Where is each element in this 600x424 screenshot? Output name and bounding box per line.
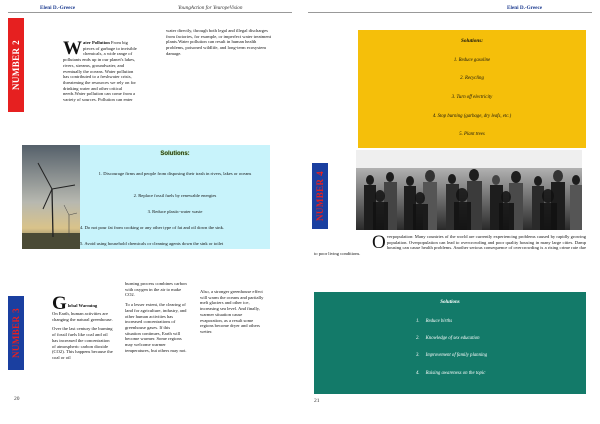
energy-solution-4: 4. Stop burning (garbage, dry leafs, etc.) xyxy=(432,114,512,119)
energy-solution-1: 1. Reduce gasoline xyxy=(453,58,491,63)
overpopulation-text xyxy=(314,234,586,257)
water-solutions-title: Solutions: xyxy=(160,151,190,157)
energy-solution-2: 2. Recycling xyxy=(460,76,484,81)
right-header-author: Eleni D.-Greece xyxy=(507,5,543,11)
population-solutions-title: Solutions xyxy=(440,300,460,305)
energy-solution-5: 5. Plant trees xyxy=(459,132,485,137)
global-warming-col1 xyxy=(52,295,114,361)
water-solution-5: 5. Avoid using household chemicals or cleaning agents down the sink or toilet xyxy=(80,241,224,246)
population-solution-4: 4. Raising awareness on the topic xyxy=(416,371,486,376)
number-3-label: NUMBER 3 xyxy=(8,296,24,370)
global-warming-col3: Also, a stronger greenhouse effect will warm the oceans and partially melt glaciers and other ice, increasing sea level. And finally, warmer situation cause evaporation, as a result some regions become dryer and others wetter. xyxy=(200,289,264,334)
energy-solution-3: 3. Turn off electricity xyxy=(451,95,493,100)
warming-bold-lead: lobal Warming xyxy=(67,303,98,308)
overpopulation-dropcap: O xyxy=(372,232,386,253)
left-header-rule xyxy=(8,12,292,13)
water-solution-3: 3. Reduce plastic-water waste xyxy=(147,209,203,214)
water-bold-lead: ater Pollution xyxy=(83,40,110,45)
warming-col2-p1: burning process combines carbon with oxygen in the air to make CO2. xyxy=(125,281,187,298)
warming-dropcap: G xyxy=(52,293,67,314)
overpopulation-body: verpopulation: Many countries of the world are currently experiencing problems caused by rapidly growing population. Overpopulation can lead to overcrowding and poor quality housing in many large cities. Damp housing can cause health problems. Another serious consequence of overcrowding is a rising crime rate due to poor living conditions. xyxy=(314,234,586,257)
water-solution-2: 2. Replace fossil fuels by renewable energies xyxy=(133,193,217,198)
warming-col2-p2: To a lesser extent, the clearing of land for agriculture, industry, and other human activities has increased concentrations of greenhouse gases. If this situation continues, Earth will become warmer. Some regions may welcome warmer temperatures, but others may not. xyxy=(125,302,187,353)
water-dropcap: W xyxy=(63,38,82,59)
population-solution-1: 1. Reduce births xyxy=(416,319,453,324)
water-solutions-box xyxy=(80,145,270,249)
water-pollution-col1 xyxy=(63,40,137,103)
wind-turbine-photo xyxy=(22,145,80,249)
warming-col1-p1: On Earth, human activities are changing the natural greenhouse. xyxy=(52,311,113,322)
left-header-author: Eleni D.-Greece xyxy=(40,5,76,11)
crowd-photo xyxy=(356,150,582,230)
left-header-project: YoungAction for YeuropeVision xyxy=(178,5,243,11)
warming-col1-p2: Over the last century the burning of fossil fuels like coal and oil has increased the concentration of atmospheric carbon dioxide (CO2). This happens because the coal or oil xyxy=(52,326,113,360)
water-pollution-col2: water directly, through both legal and illegal discharges from factories, for example, or imperfect water treatment plants.Water pollution can result in human health problems, poisoned wildlife, and long-term ecosystem damage. xyxy=(166,28,271,56)
global-warming-col2 xyxy=(125,281,187,353)
population-solutions-box xyxy=(314,292,586,394)
number-2-label: NUMBER 2 xyxy=(8,18,24,112)
energy-solutions-box xyxy=(358,30,586,148)
right-page-number: 21 xyxy=(314,398,320,404)
number-4-label: NUMBER 4 xyxy=(312,163,328,229)
water-col1-text: From big pieces of garbage to invisible chemicals, a wide range of pollutants ends up in our planet's lakes, rivers, streams, groundwater, and eventually the oceans. Water pollution has contributed to a freshwater crisis, threatening the resources we rely on for drinking water and other critical needs.Water pollution can come from a variety of sources. Pollution can enter xyxy=(63,40,137,103)
population-solution-2: 2. Knowledge of sex education xyxy=(416,336,480,341)
water-solution-1: 1. Discourage firms and people from disposing their trash in rivers, lakes or oceans xyxy=(98,171,252,176)
energy-solutions-title: Solutions: xyxy=(461,38,483,44)
water-solution-4: 4. Do not pour fat from cooking or any other type of fat and oil down the sink. xyxy=(80,225,225,230)
left-page-number: 20 xyxy=(14,396,20,402)
population-solution-3: 3. Improvement of family planning xyxy=(416,353,488,358)
right-page xyxy=(300,0,600,424)
right-header-rule xyxy=(308,12,592,13)
